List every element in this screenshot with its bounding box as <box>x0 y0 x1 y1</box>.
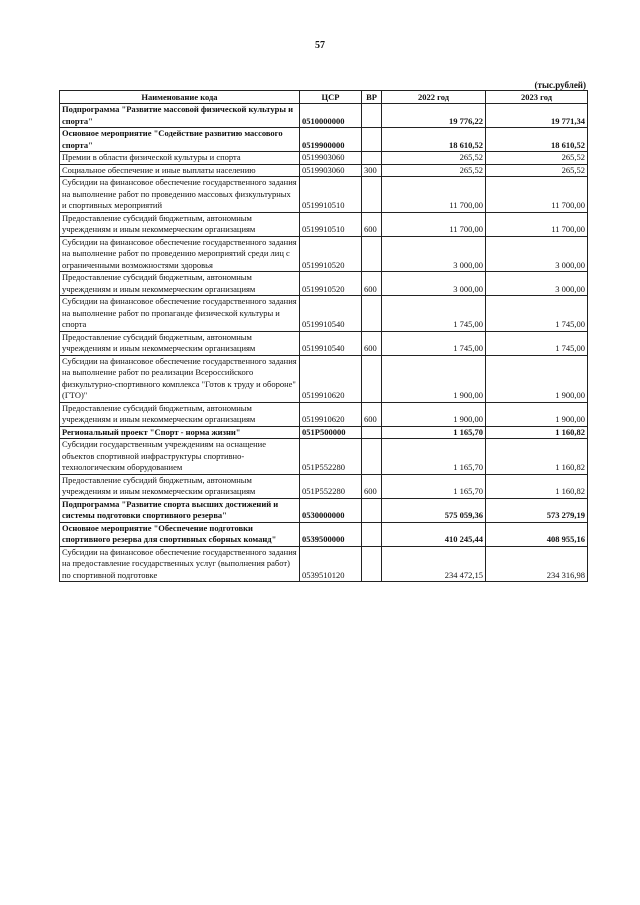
row-name-cell: Подпрограмма "Развитие массовой физической культуры и спорта" <box>60 104 300 128</box>
row-2023-cell: 11 700,00 <box>486 177 588 213</box>
row-2022-cell: 1 745,00 <box>382 331 486 355</box>
table-body <box>60 104 588 582</box>
row-name-cell: Основное мероприятие "Обеспечение подготовки спортивного резерва для спортивных сборных команд" <box>60 522 300 546</box>
table-row <box>60 474 588 498</box>
row-csr-cell: 0519910520 <box>300 272 362 296</box>
row-name-cell: Субсидии на финансовое обеспечение государственного задания на выполнение работ по проведению массовых физкультурных и спортивных мероприятий <box>60 177 300 213</box>
budget-table <box>59 90 588 582</box>
row-2023-cell: 1 160,82 <box>486 426 588 439</box>
row-vr-cell <box>362 177 382 213</box>
row-csr-cell: 051P552280 <box>300 474 362 498</box>
row-name-cell: Подпрограмма "Развитие спорта высших достижений и системы подготовки спортивного резерва" <box>60 498 300 522</box>
row-2023-cell: 408 955,16 <box>486 522 588 546</box>
row-2023-cell: 19 771,34 <box>486 104 588 128</box>
row-csr-cell: 051P500000 <box>300 426 362 439</box>
row-2023-cell: 573 279,19 <box>486 498 588 522</box>
table-row <box>60 128 588 152</box>
row-csr-cell: 0519910520 <box>300 236 362 272</box>
table-row <box>60 546 588 582</box>
table-row <box>60 236 588 272</box>
row-vr-cell: 600 <box>362 212 382 236</box>
row-2022-cell: 410 245,44 <box>382 522 486 546</box>
row-vr-cell: 600 <box>362 474 382 498</box>
row-2022-cell: 1 165,70 <box>382 474 486 498</box>
row-2023-cell: 265,52 <box>486 152 588 165</box>
row-2023-cell: 3 000,00 <box>486 236 588 272</box>
row-vr-cell: 600 <box>362 272 382 296</box>
row-name-cell: Субсидии на финансовое обеспечение государственного задания на выполнение работ по пропаганде физической культуры и спорта <box>60 296 300 332</box>
row-2022-cell: 3 000,00 <box>382 236 486 272</box>
row-name-cell: Предоставление субсидий бюджетным, автономным учреждениям и иным некоммерческим организациям <box>60 212 300 236</box>
row-2023-cell: 3 000,00 <box>486 272 588 296</box>
row-2023-cell: 1 160,82 <box>486 439 588 475</box>
table-header-row <box>60 91 588 104</box>
row-2023-cell: 234 316,98 <box>486 546 588 582</box>
row-vr-cell <box>362 128 382 152</box>
row-name-cell: Субсидии на финансовое обеспечение государственного задания на выполнение работ по проведению мероприятий среди лиц с ограниченными возможностями здоровья <box>60 236 300 272</box>
row-2022-cell: 11 700,00 <box>382 177 486 213</box>
row-2023-cell: 11 700,00 <box>486 212 588 236</box>
row-csr-cell: 0519910540 <box>300 296 362 332</box>
row-vr-cell <box>362 296 382 332</box>
table-row <box>60 426 588 439</box>
row-name-cell: Региональный проект "Спорт - норма жизни" <box>60 426 300 439</box>
row-2023-cell: 1 160,82 <box>486 474 588 498</box>
row-vr-cell <box>362 152 382 165</box>
row-name-cell: Предоставление субсидий бюджетным, автономным учреждениям и иным некоммерческим организациям <box>60 331 300 355</box>
column-header-vr: ВР <box>362 91 382 104</box>
row-2023-cell: 18 610,52 <box>486 128 588 152</box>
row-2023-cell: 1 900,00 <box>486 402 588 426</box>
row-csr-cell: 0539500000 <box>300 522 362 546</box>
row-2022-cell: 234 472,15 <box>382 546 486 582</box>
row-name-cell: Предоставление субсидий бюджетным, автономным учреждениям и иным некоммерческим организациям <box>60 474 300 498</box>
column-header-name: Наименование кода <box>60 91 300 104</box>
row-2023-cell: 1 745,00 <box>486 296 588 332</box>
row-vr-cell: 300 <box>362 164 382 177</box>
row-name-cell: Субсидии на финансовое обеспечение государственного задания на предоставление государственных услуг (выполнения работ) по спортивной подготовке <box>60 546 300 582</box>
table-row <box>60 177 588 213</box>
unit-label: (тыс.рублей) <box>534 80 586 90</box>
row-vr-cell <box>362 439 382 475</box>
row-csr-cell: 0519900000 <box>300 128 362 152</box>
row-2022-cell: 265,52 <box>382 164 486 177</box>
row-2022-cell: 1 900,00 <box>382 402 486 426</box>
row-name-cell: Социальное обеспечение и иные выплаты населению <box>60 164 300 177</box>
row-name-cell: Субсидии государственным учреждениям на оснащение объектов спортивной инфраструктуры спортивно-технологическим оборудованием <box>60 439 300 475</box>
table-row <box>60 522 588 546</box>
row-csr-cell: 051P552280 <box>300 439 362 475</box>
row-csr-cell: 0519910620 <box>300 402 362 426</box>
row-csr-cell: 0519910540 <box>300 331 362 355</box>
row-2022-cell: 1 165,70 <box>382 426 486 439</box>
row-2022-cell: 575 059,36 <box>382 498 486 522</box>
row-vr-cell <box>362 426 382 439</box>
table-row <box>60 296 588 332</box>
table-row <box>60 439 588 475</box>
table-row <box>60 104 588 128</box>
row-2023-cell: 265,52 <box>486 164 588 177</box>
row-csr-cell: 0519910510 <box>300 177 362 213</box>
row-vr-cell: 600 <box>362 402 382 426</box>
row-vr-cell <box>362 498 382 522</box>
row-2023-cell: 1 900,00 <box>486 355 588 402</box>
table-row <box>60 498 588 522</box>
row-vr-cell <box>362 546 382 582</box>
row-csr-cell: 0519910620 <box>300 355 362 402</box>
row-2022-cell: 1 745,00 <box>382 296 486 332</box>
column-header-csr: ЦСР <box>300 91 362 104</box>
row-2022-cell: 265,52 <box>382 152 486 165</box>
row-csr-cell: 0510000000 <box>300 104 362 128</box>
row-name-cell: Премии в области физической культуры и спорта <box>60 152 300 165</box>
row-csr-cell: 0519910510 <box>300 212 362 236</box>
row-vr-cell <box>362 355 382 402</box>
row-name-cell: Субсидии на финансовое обеспечение государственного задания на выполнение работ по реализации Всероссийского физкультурно-спортивного комплекса "Готов к труду и обороне" (ГТО)" <box>60 355 300 402</box>
row-csr-cell: 0519903060 <box>300 164 362 177</box>
row-2022-cell: 3 000,00 <box>382 272 486 296</box>
page-number: 57 <box>315 40 325 51</box>
row-vr-cell: 600 <box>362 331 382 355</box>
row-vr-cell <box>362 104 382 128</box>
row-csr-cell: 0519903060 <box>300 152 362 165</box>
table-row <box>60 402 588 426</box>
row-2022-cell: 19 776,22 <box>382 104 486 128</box>
row-name-cell: Предоставление субсидий бюджетным, автономным учреждениям и иным некоммерческим организациям <box>60 402 300 426</box>
table-row <box>60 164 588 177</box>
row-vr-cell <box>362 236 382 272</box>
table-row <box>60 152 588 165</box>
column-header-2022: 2022 год <box>382 91 486 104</box>
row-2023-cell: 1 745,00 <box>486 331 588 355</box>
row-2022-cell: 1 900,00 <box>382 355 486 402</box>
column-header-2023: 2023 год <box>486 91 588 104</box>
row-vr-cell <box>362 522 382 546</box>
table-row <box>60 355 588 402</box>
row-csr-cell: 0530000000 <box>300 498 362 522</box>
row-name-cell: Основное мероприятие "Содействие развитию массового спорта" <box>60 128 300 152</box>
row-2022-cell: 1 165,70 <box>382 439 486 475</box>
row-2022-cell: 11 700,00 <box>382 212 486 236</box>
row-2022-cell: 18 610,52 <box>382 128 486 152</box>
table-row <box>60 331 588 355</box>
row-csr-cell: 0539510120 <box>300 546 362 582</box>
table-row <box>60 272 588 296</box>
row-name-cell: Предоставление субсидий бюджетным, автономным учреждениям и иным некоммерческим организациям <box>60 272 300 296</box>
table-row <box>60 212 588 236</box>
